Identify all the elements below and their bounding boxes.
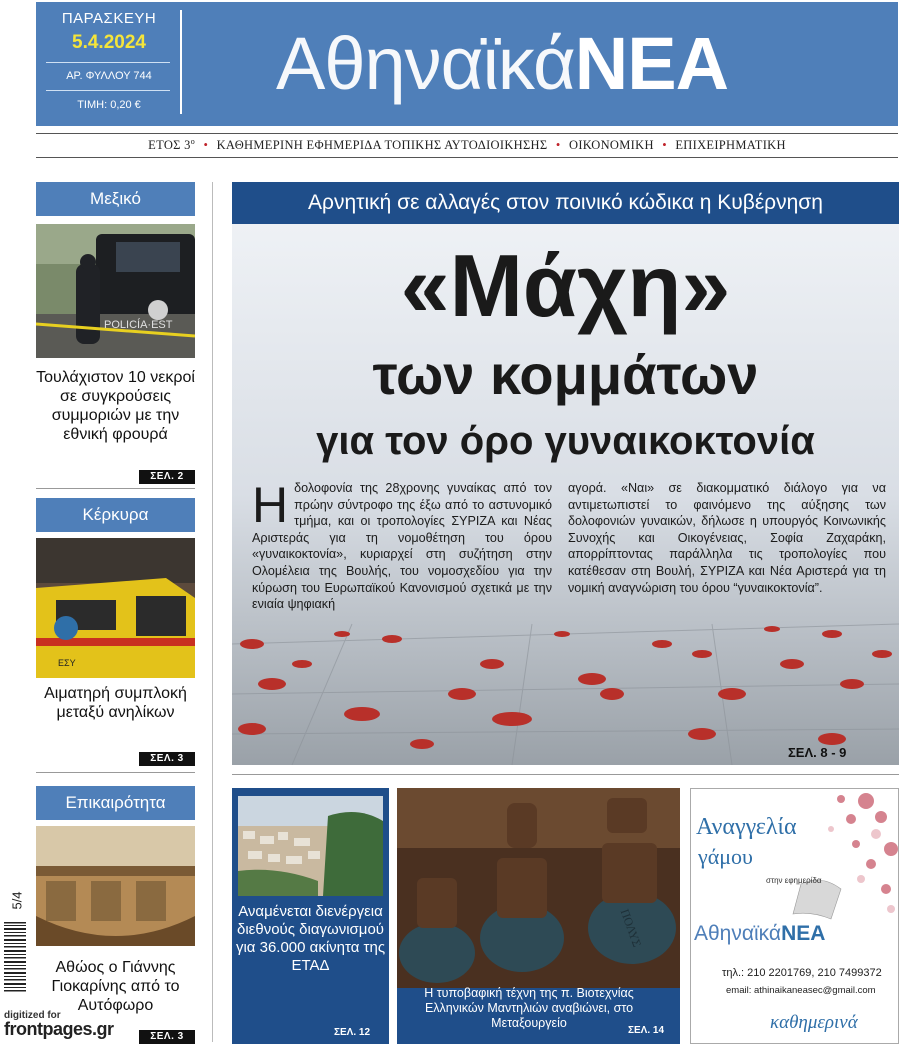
info-divider xyxy=(46,90,170,91)
info-divider xyxy=(46,62,170,63)
dropcap: Η xyxy=(252,477,289,533)
column-divider xyxy=(212,182,213,1042)
ad-phone[interactable]: τηλ.: 210 2201769, 210 7499372 xyxy=(722,967,882,979)
section-header-kerkyra[interactable]: Κέρκυρα xyxy=(36,498,195,532)
tagline xyxy=(36,137,898,153)
police-vehicle-photo[interactable] xyxy=(36,224,195,358)
ambulance-photo[interactable] xyxy=(36,538,195,678)
issue-price: ΤΙΜΗ: 0,20 € xyxy=(77,99,141,111)
issue-info xyxy=(36,2,182,126)
svg-text:ΠΟΛΥΣ: ΠΟΛΥΣ xyxy=(617,907,645,949)
credit-small: digitized for xyxy=(4,1010,61,1021)
page-ref: ΣΕΛ. 12 xyxy=(334,1027,371,1038)
wooden-stamps-photo[interactable] xyxy=(397,788,680,988)
barcode-icon xyxy=(2,920,28,995)
page-ref: ΣΕΛ. 3 xyxy=(139,1030,195,1044)
sidebar-divider xyxy=(36,488,195,489)
tagline-item: ΟΙΚΟΝΟΜΙΚΗ xyxy=(569,138,654,153)
svg-text:POLICÍA·EST: POLICÍA·EST xyxy=(104,319,173,331)
tagline-year: ΕΤΟΣ 3 xyxy=(148,138,191,153)
ad-email[interactable]: email: athinaikaneasec@gmail.com xyxy=(726,985,876,996)
bullet-icon: • xyxy=(555,138,561,153)
headline-sub[interactable]: των κομμάτων xyxy=(372,343,759,406)
ad-sub: στην εφημερίδα xyxy=(766,876,822,885)
section-header-news[interactable]: Επικαιρότητα xyxy=(36,786,195,820)
headline-sub2[interactable]: για τον όρο γυναικοκτονία xyxy=(316,419,815,463)
masthead xyxy=(36,2,898,126)
ad-title: Αναγγελία xyxy=(696,814,797,840)
bullet-icon: • xyxy=(203,138,209,153)
bullet-icon: • xyxy=(662,138,667,153)
sidebar-story-text[interactable]: Αιματηρή συμπλοκή μεταξύ ανηλίκων xyxy=(44,685,187,721)
box-story-text[interactable]: Αναμένεται διενέργεια διεθνούς διαγωνισμού για 36.000 ακίνητα της ΕΤΑΔ xyxy=(235,903,386,974)
svg-text:ΕΣΥ: ΕΣΥ xyxy=(58,658,76,668)
headline-main[interactable]: «Μάχη» xyxy=(400,236,731,335)
ad-title-2: γάμου xyxy=(698,844,753,869)
tagline-rule-bottom xyxy=(36,157,898,158)
section-header-mexico[interactable]: Μεξικό xyxy=(36,182,195,216)
tagline-rule-top xyxy=(36,133,898,134)
ad-logo-light: Αθηναϊκά xyxy=(694,922,782,945)
sidebar-story-text[interactable]: Αθώος ο Γιάννης Γιοκαρίνης από το Αυτόφωρο xyxy=(51,959,180,1014)
ad-logo-bold: ΝΕΑ xyxy=(781,922,826,945)
tagline-year-sup: ο xyxy=(190,137,196,146)
tagline-item: ΕΠΙΧΕΙΡΗΜΑΤΙΚΗ xyxy=(675,138,786,153)
newspaper-logo[interactable] xyxy=(276,14,728,114)
ad-daily: καθημερινά xyxy=(770,1012,858,1033)
logo-bold: ΝΕΑ xyxy=(574,22,729,105)
issue-number: ΑΡ. ΦΥΛΛΟΥ 744 xyxy=(66,70,152,82)
masthead-divider xyxy=(180,10,182,114)
article-body-col2: αγορά. «Ναι» σε διακομματικό διάλογο για να αντιμετωπιστεί το φαινόμενο της αύξησης των δολοφονιών γυναικών, δήλωσε η υπουργός Κοινωνικής Συνοχής και Οικογένειας, Σοφία Ζαχαράκη, απορρίπτοντας παράλληλα τις τροπολογίες που κατέθεσαν στη Βουλή, ΣΥΡΙΖΑ και Νέα Αριστερά για τη νομική αναγνώριση του όρου “γυναικοκτονία”. xyxy=(568,481,886,595)
page-ref: ΣΕΛ. 14 xyxy=(628,1025,665,1036)
courtroom-photo[interactable] xyxy=(36,826,195,946)
issue-date: 5.4.2024 xyxy=(72,32,146,53)
sidebar-story-text[interactable]: Τουλάχιστον 10 νεκροί σε συγκρούσεις συμμοριών με την εθνική φρουρά xyxy=(36,369,195,443)
sidebar-divider xyxy=(36,772,195,773)
page-ref: ΣΕΛ. 8 - 9 xyxy=(788,745,847,760)
page-ref: ΣΕΛ. 3 xyxy=(139,752,195,766)
ad-logo xyxy=(694,922,825,946)
main-divider xyxy=(232,774,899,775)
article-text: δολοφονία της 28χρονης γυναίκας από τον πρώην σύντροφο της έξω από το αστυνομικό τμήμα, και οι τροπολογίες ΣΥΡΙΖΑ και Νέας Αριστεράς για τη νομοθέτηση του όρου «γυναικοκτονία», κυριαρχεί στη συζήτηση στην Ολομέλεια της Βουλής, του νομοσχεδίου για την κύρωση του Ευρωπαϊκού Κανονισμού σχετικά με την ενιαία ψηφιακή xyxy=(252,481,552,612)
tagline-item: ΚΑΘΗΜΕΡΙΝΗ ΕΦΗΜΕΡΙΔΑ ΤΟΠΙΚΗΣ ΑΥΤΟΔΙΟΙΚΗΣΗΣ xyxy=(216,138,548,153)
city-view-photo[interactable] xyxy=(238,796,383,896)
logo-light: Αθηναϊκά xyxy=(276,22,575,105)
credit-site-link[interactable]: frontpages.gr xyxy=(4,1019,114,1039)
issue-day: ΠΑΡΑΣΚΕΥΗ xyxy=(61,10,157,27)
main-kicker[interactable]: Αρνητική σε αλλαγές στον ποινικό κώδικα η Κυβέρνηση xyxy=(232,182,899,224)
page-ref: ΣΕΛ. 2 xyxy=(139,470,195,484)
article-body-col1 xyxy=(252,477,552,613)
box-story-text[interactable]: Η τυποβαφική τέχνη της π. Βιοτεχνίας Ελληνικών Μαντηλιών αναβιώνει, στο Μεταξουργείο xyxy=(424,986,634,1030)
page-date-mark: 5/4 xyxy=(9,891,25,910)
